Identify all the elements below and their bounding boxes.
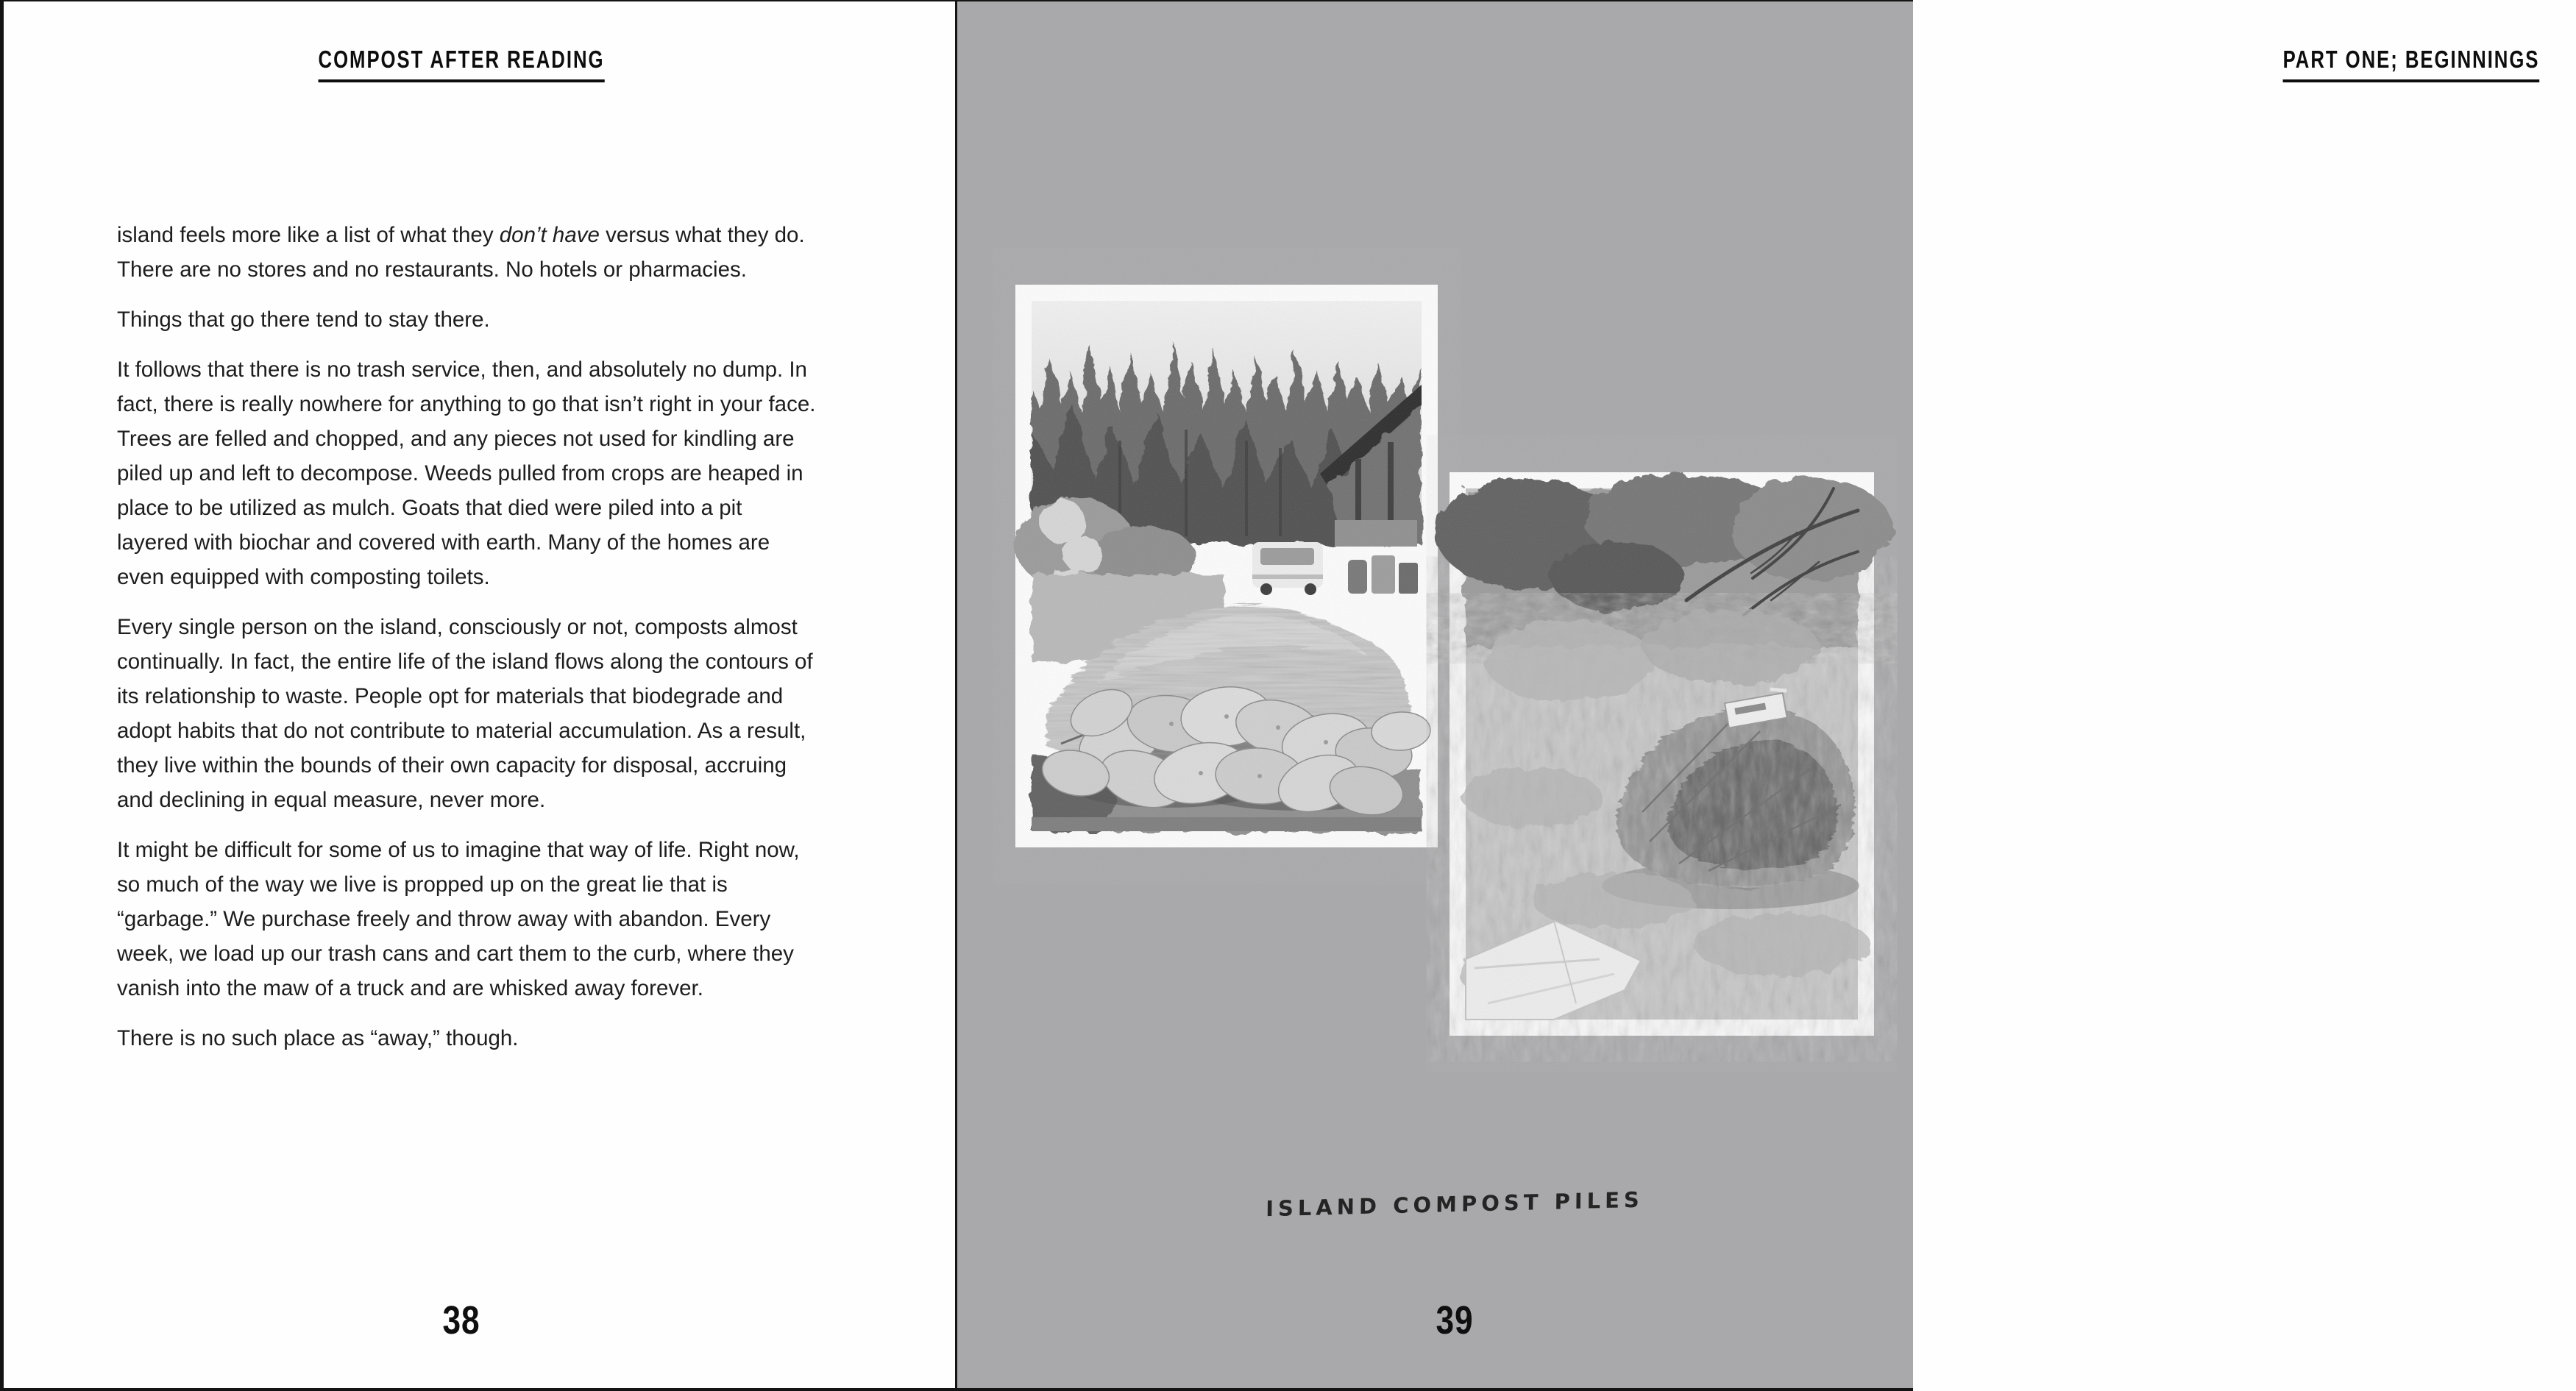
hay-compost-pile-photo	[1015, 285, 1438, 847]
left-page	[0, 0, 957, 1391]
body-paragraph: Things that go there tend to stay there.	[117, 307, 490, 332]
left-page-number: 38	[442, 1298, 480, 1342]
hay-compost-pile-photo-art	[1032, 301, 1422, 831]
brush-pile-field-photo	[1450, 472, 1874, 1036]
body-paragraph: island feels more like a list of what they don’t have versus what they do. There are no stores and no restaurants. No hotels or pharmacies.	[117, 223, 805, 282]
body-paragraph: Every single person on the island, consciously or not, composts almost continually. In fact, the entire life of the island flows along the contours of its relationship to waste. People opt for materials that biodegrade and adopt habits that do not contribute to material accumulation. As a result, they live within the bounds of their own capacity for disposal, accruing and declining in equal measure, never more.	[117, 615, 813, 812]
body-paragraph: It might be difficult for some of us to imagine that way of life. Right now, so much of the way we live is propped up on the great lie that is “garbage.” We purchase freely and throw away with abandon. Every week, we load up our trash cans and cart them to the curb, where they vanish into the maw of a truck and are whisked away forever.	[117, 838, 800, 1000]
body-paragraph: It follows that there is no trash service, then, and absolutely no dump. In fact, there is really nowhere for anything to go that isn’t right in your face. Trees are felled and chopped, and any pieces not used for kindling are piled up and left to decompose. Weeds pulled from crops are heaped in place to be utilized as mulch. Goats that died were piled into a pit layered with biochar and covered with earth. Many of the homes are even equipped with composting toilets.	[117, 357, 816, 589]
left-running-head	[278, 46, 645, 82]
brush-pile-field-photo-art	[1466, 488, 1858, 1020]
book-left-edge	[0, 0, 4, 1391]
body-text-block	[117, 218, 817, 1071]
right-page-number: 39	[1436, 1298, 1474, 1342]
photo-caption: ISLAND COMPOST PILES	[1266, 1187, 1644, 1222]
right-running-head-text: PART ONE; BEGINNINGS	[2283, 46, 2540, 82]
right-running-head	[2246, 46, 2575, 82]
left-running-head-text: COMPOST AFTER READING	[319, 46, 605, 82]
page-gutter-line	[955, 0, 957, 1391]
body-paragraph: There is no such place as “away,” though.	[117, 1026, 519, 1050]
